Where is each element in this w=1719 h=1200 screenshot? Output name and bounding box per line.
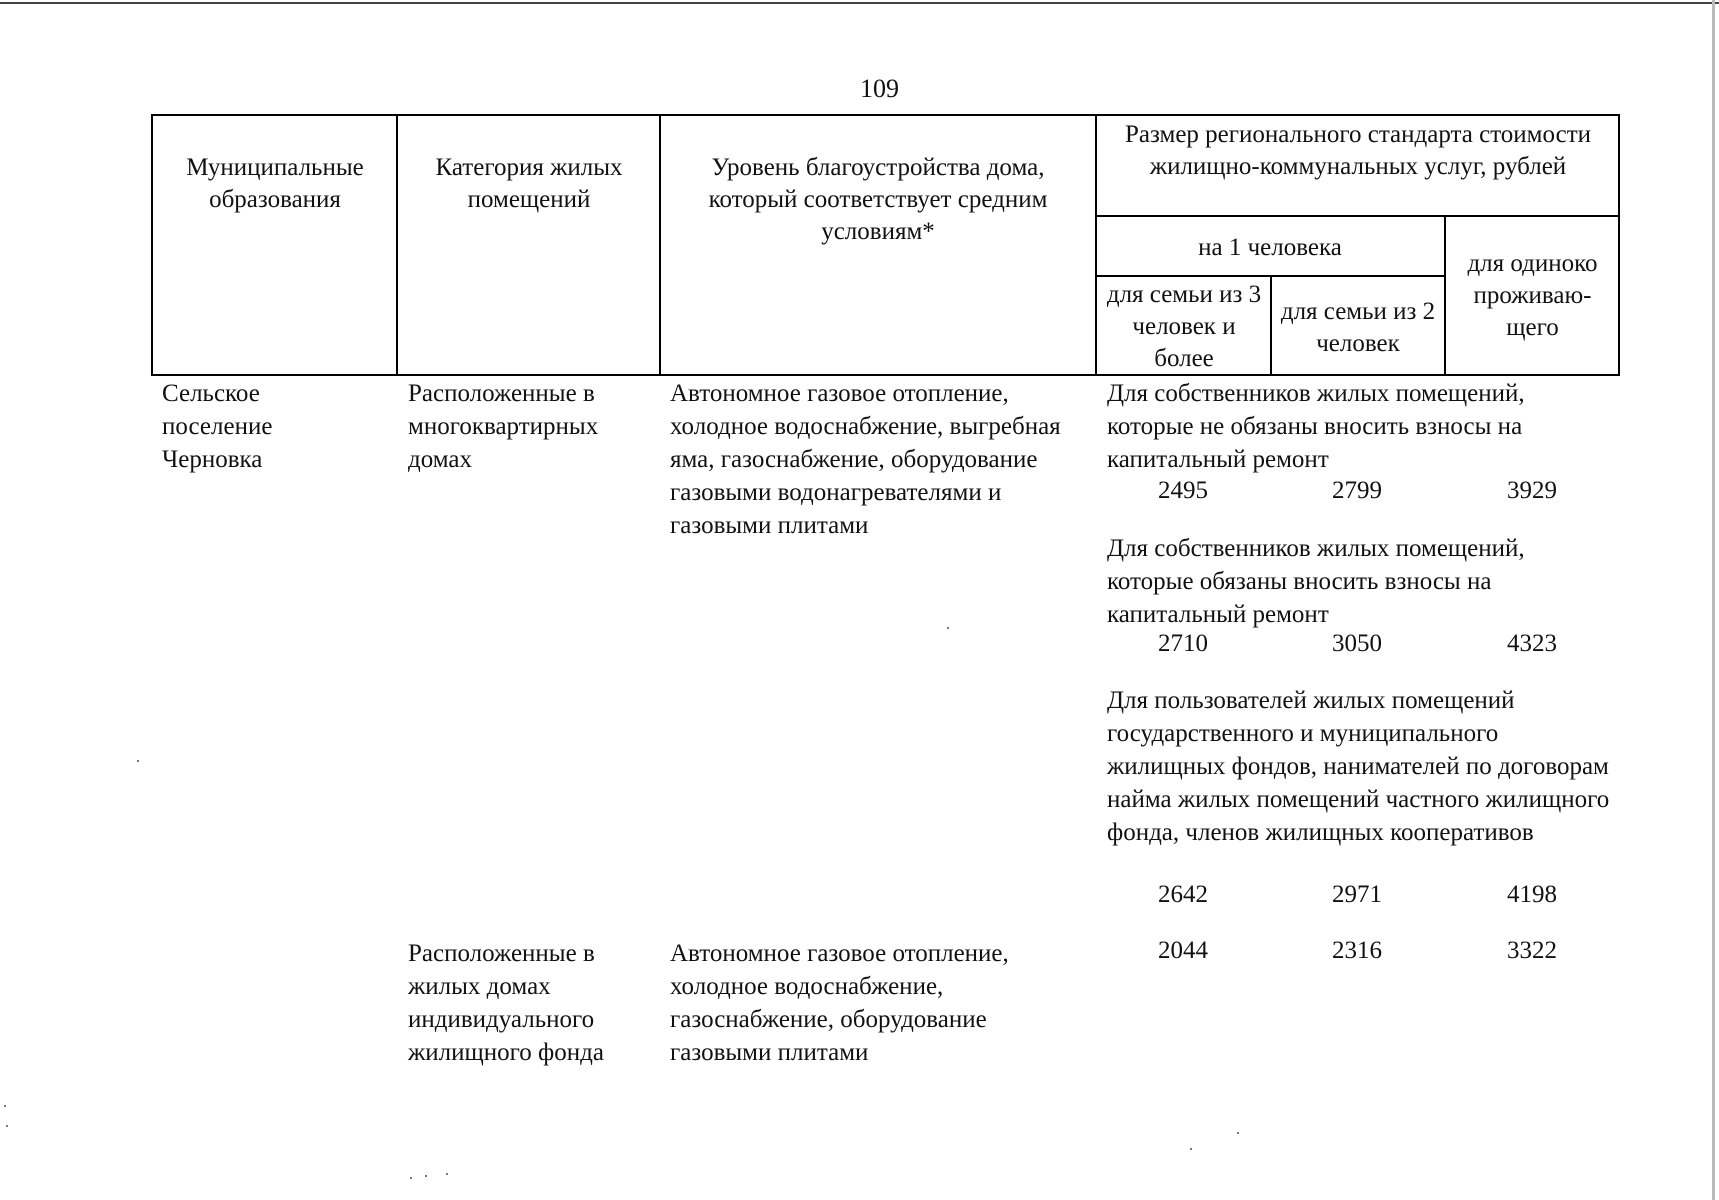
group-label-3: Для пользователей жилых помещений государственного и муниципального жилищных фондов, нанимателей по договорам найма жилых помещений частного жилищного фонда, членов жилищных кооперативов: [1107, 687, 1610, 846]
value-family2-group1: 2799: [1332, 477, 1382, 504]
header-size-title: Размер регионального стандарта стоимости жилищно-коммунальных услуг, рублей: [1124, 121, 1592, 180]
level-row-2: Автономное газовое отопление, холодное водоснабжение, газоснабжение, оборудование газовыми плитами: [670, 940, 1009, 1066]
header-single: для одиноко проживаю-щего: [1467, 250, 1598, 341]
size-title-divider: [1095, 215, 1620, 217]
scan-right-edge: [1712, 0, 1715, 1200]
header-family-2: для семьи из 2 человек: [1280, 298, 1436, 357]
header-category: Категория жилых помещений: [435, 154, 623, 213]
value-family3-group2: 2710: [1158, 630, 1208, 657]
value-family3-group3: 2642: [1158, 881, 1208, 908]
value-family2-row2: 2316: [1332, 937, 1382, 964]
value-single-group3: 4198: [1507, 881, 1557, 908]
value-family2-group2: 3050: [1332, 630, 1382, 657]
col-divider-5: [1444, 215, 1446, 376]
scan-speck: [425, 1175, 427, 1177]
table-left-border: [151, 114, 153, 376]
value-family3-group1: 2495: [1158, 477, 1208, 504]
value-single-group2: 4323: [1507, 630, 1557, 657]
group-label-2: Для собственников жилых помещений, которые обязаны вносить взносы на капитальный ремонт: [1107, 535, 1525, 628]
header-family-3: для семьи из 3 человек и более: [1106, 281, 1262, 372]
scan-speck: [6, 1125, 8, 1127]
header-level: Уровень благоустройства дома, который соответствует средним условиям*: [708, 154, 1048, 245]
category-row-1: Расположенные в многоквартирных домах: [408, 380, 599, 473]
table-top-border: [151, 114, 1620, 116]
category-row-2: Расположенные в жилых домах индивидуального жилищного фонда: [408, 940, 604, 1066]
value-family2-group3: 2971: [1332, 881, 1382, 908]
scan-speck: [4, 1105, 6, 1107]
scan-speck: [1237, 1132, 1239, 1134]
table-header-bottom-border: [151, 374, 1620, 376]
page-number: 109: [860, 74, 899, 103]
col-divider-4: [1270, 275, 1272, 376]
table-right-border: [1618, 114, 1620, 376]
header-municipal: Муниципальные образования: [186, 154, 364, 213]
value-family3-row2: 2044: [1158, 937, 1208, 964]
group-label-1: Для собственников жилых помещений, которые не обязаны вносить взносы на капитальный ремонт: [1107, 380, 1525, 473]
header-per-person: на 1 человека: [1198, 234, 1342, 261]
scan-speck: [446, 1173, 448, 1175]
scan-speck: [947, 627, 949, 629]
value-single-group1: 3929: [1507, 477, 1557, 504]
col-divider-1: [396, 114, 398, 376]
col-divider-2: [659, 114, 661, 376]
col-divider-3: [1095, 114, 1097, 376]
scan-speck: [137, 760, 139, 762]
scan-speck: [1190, 1148, 1192, 1150]
municipality-name: Сельское поселение Черновка: [162, 380, 273, 473]
scan-speck: [410, 1177, 412, 1179]
scan-top-border: [0, 2, 1719, 4]
level-row-1: Автономное газовое отопление, холодное водоснабжение, выгребная яма, газоснабжение, оборудование газовыми водонагревателями и газовыми плитами: [670, 380, 1061, 539]
value-single-row2: 3322: [1507, 937, 1557, 964]
